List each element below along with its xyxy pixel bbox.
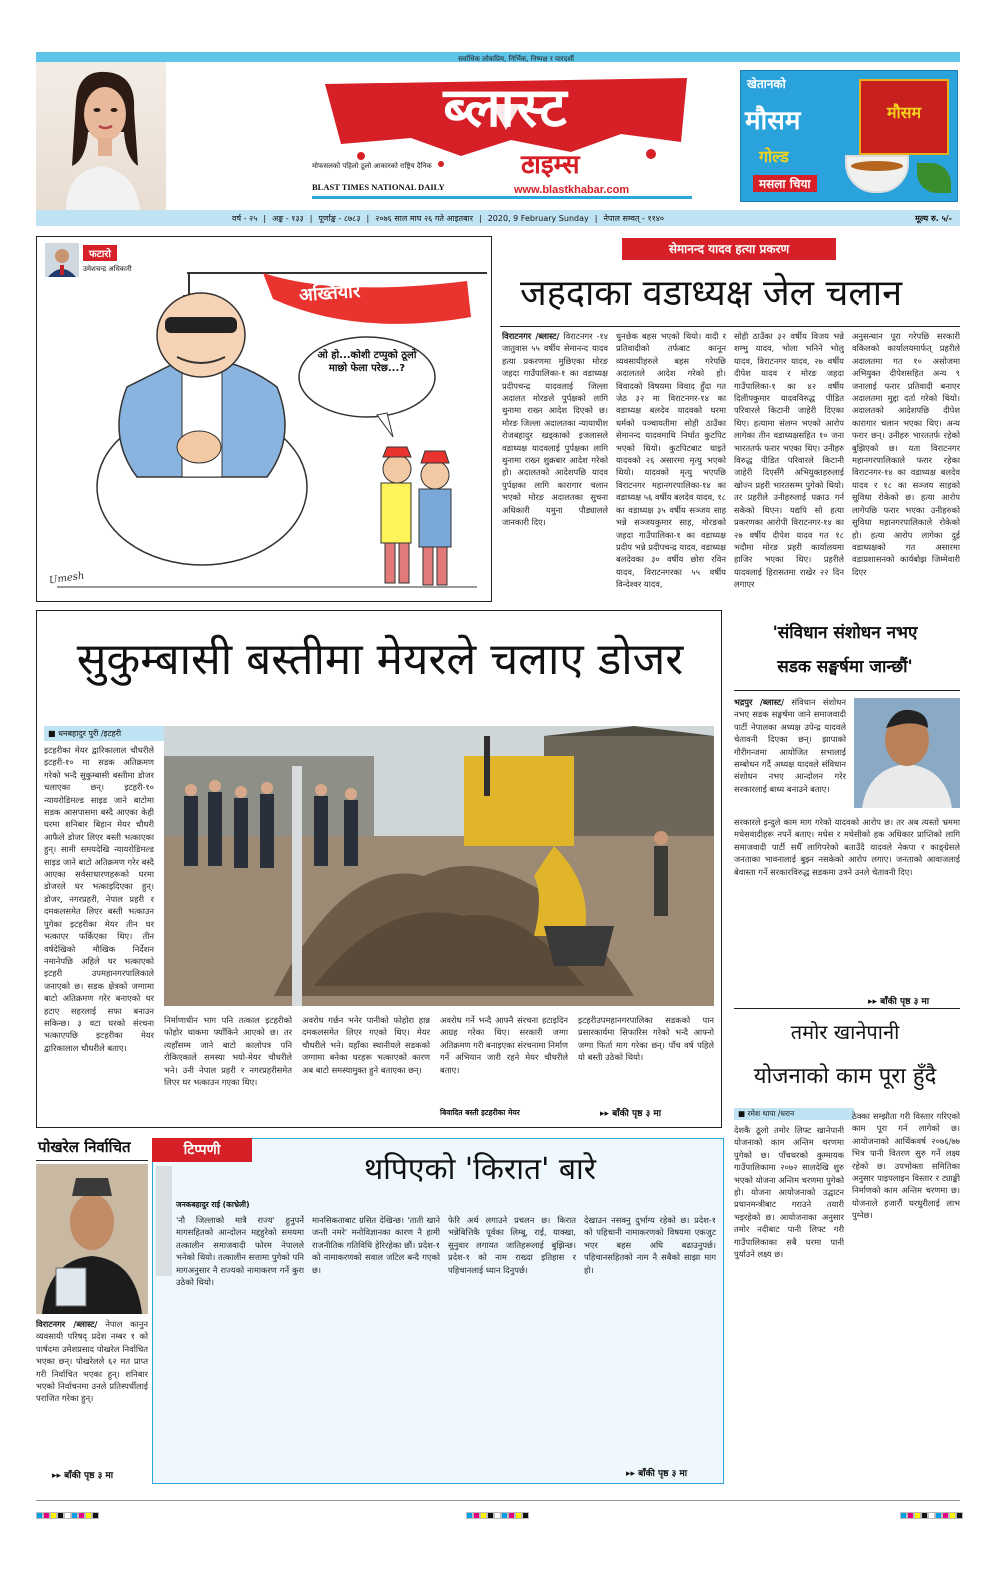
story6-col2-text: मानसिकताबाट ग्रसित देखिन्छ। 'ताती खाने जन्ती नमरे' मनोविज्ञानका कारण नै हामी राजनीतिक गतिविधि हेरिरहेका छौं। प्रदेश-१ को नामाकरणको सवाल जटिल बन्दै गएको छ। [312, 1215, 440, 1275]
byline-bullet-icon: ■ [48, 729, 59, 738]
story4-byline-text: रमेश थापा /धरान [747, 1109, 795, 1118]
story5-headline: पोखरेल निर्वाचित [38, 1138, 131, 1156]
story2-under1-text: निर्माणाधीन भाग पनि तत्काल इटहरीको फोहोर थाकमा फ्याँकिने आएको छ। तर त्यहाँसम्म जाने बाटो कालोपत्र पनि रोकिएकाले समस्या भयो-मेयर चौधरीले भने। उनी नेपाल प्रहरी र नगरप्रहरीसमेत लिएर घर भत्काउन गएका थिए। [164, 1015, 292, 1088]
story2-under2 [302, 1014, 430, 1118]
story5-text-body: नेपाल कानुन व्यवसायी परिषद् प्रदेश नम्बर १ को पार्षदमा उमेशप्रसाद पोखरेल निर्वाचित भएका छन्। पोखरेलले ६२ मत प्राप्त गरी निर्वाचित भएका हुन्। शनिबार भएको निर्वाचनमा उनले प्रतिस्पर्धीलाई पराजित गरेका हुन्। [36, 1319, 148, 1404]
ad-tag: मसला चिया [753, 175, 817, 192]
story6-col3-text: फेरि अर्थ लगाउने प्रचलन छ। किरात भन्नेबित्तिकै पूर्वका लिम्बू, राई, याक्खा, सुनुवार लगायत जातिहरूलाई बुझिन्छ। प्रदेश-१ को नाम राख्दा इतिहास र पहिचानलाई ध्यान दिनुपर्छ। [448, 1215, 576, 1275]
info-nepal-sambat: नेपाल सम्वत् - ११४० [603, 213, 665, 223]
tea-cup-image [845, 155, 909, 193]
info-issue: अङ्क - १३३ [272, 213, 304, 223]
ad-product: मौसम [745, 106, 801, 136]
story1-kicker: सेमानन्द यादव हत्या प्रकरण [622, 238, 836, 260]
byline-bullet-icon: ■ [738, 1109, 748, 1118]
info-year: वर्ष - २५ [232, 213, 258, 223]
story2-under4-text: इटहरीउपमहानगरपालिका सडकको पान प्रसारकार्यमा सिफारिस गरेको भन्दै आफ्नो जग्गा फिर्ता माग गरेका छन्। पाँच वर्ष पहिले यो बस्ती उठेको थियो। [578, 1015, 714, 1063]
story2-under3-text: अवरोध गर्ने भन्दै आफ्नै संरचना हटाइदिन आग्रह गरेका थिए। सरकारी जग्गा अतिक्रमण गरी बनाइएका संरचनामा निर्माण गर्ने अभियान जारी रहने मेयर चौधरीले बताए। [440, 1015, 568, 1075]
registration-swatch [92, 1512, 99, 1519]
cartoon-banner: अख्तियार [298, 280, 361, 307]
cartoon-speech: ओ हो...कोशी टप्पुको ठूलो माछो फेला परेछ...? [317, 350, 417, 374]
story3-photo [854, 698, 960, 808]
story6-col1 [176, 1214, 304, 1476]
registration-swatch [71, 1512, 78, 1519]
story1-col4 [852, 330, 960, 602]
story1-col4-text: अनुसन्धान पूरा गरेपछि सरकारी वकिलको कार्यालयमार्फत् प्रहरीले अदालतमा गत १० असोजमा अभियुक्त दीपेशसहित अन्य ९ जनालाई फरार प्रतिवादी बनाएर अदालतमा मुद्दा दर्ता गरेको थियो। अदालतको आदेशपछि दीपेश कारागार चलान भएका थिए। अन्य फरार छन्। उनीहरु भारततर्फ रहेको बुझिएको छ। यता विराटनगर महानगरपालिकाले फरार रहेका विराटनगर-१४ का वडाध्यक्ष बलदेव यादव र १८ का सञ्जय साहको सुविधा रोकेको छ। हत्या आरोप लागेपछि फरार भएका उनीहरुको सुविधा महानगरपालिकाले रोकेको हो। हत्या आरोप लागेका दुई वडाध्यक्षको गत असारमा वडाप्रशासनको कार्यबोझ जिम्मेवारी दिएर [852, 331, 960, 577]
cartoon-artist: उमेशचन्द्र अधिकारी [83, 265, 132, 273]
story2-more-text: बाँकी पृष्ठ ३ मा [612, 1109, 662, 1119]
registration-bar-right [900, 1512, 963, 1519]
story4-byline [734, 1108, 854, 1120]
story4-headline-line1: तमोर खानेपानी [790, 1020, 900, 1044]
masthead-logo [321, 64, 691, 172]
masthead-bottom-rule [312, 196, 692, 199]
story5-more-link[interactable] [52, 1468, 113, 1481]
registration-swatch [43, 1512, 50, 1519]
registration-swatch [50, 1512, 57, 1519]
registration-swatch [473, 1512, 480, 1519]
masthead-subtitle: टाइम्स [521, 150, 580, 180]
registration-bar-left [36, 1512, 99, 1519]
registration-swatch [921, 1512, 928, 1519]
story3-rule [734, 690, 960, 691]
story3-headline-line1: 'संविधान संशोधन नभए [772, 623, 918, 643]
story4-text2-body: ठेक्का सम्झौता गरी विस्तार गरिएको काम पूरा गर्न लागेको छ। आयोजनाको आर्थिकवर्ष २०७६/७७ भित्र पानी वितरण सुरु गर्ने लक्ष्य रहेको छ। उपभोक्ता समितिका अनुसार पाइपलाइन विस्तार र ट्याङ्की निर्माणको काम अन्तिम चरणमा छ। योजनाले हजारौं घरधुरीलाई लाभ पुग्नेछ। [852, 1111, 960, 1221]
story6-byline: जनकबहादुर राई (काभ्रेली) [176, 1200, 250, 1209]
tea-pack-image [859, 79, 949, 155]
story5-photo [36, 1164, 148, 1314]
masthead-tagline: मोफसलको पहिलो ठूलो आकारको राष्ट्रिय दैनिक [312, 162, 432, 170]
registration-swatch [900, 1512, 907, 1519]
ad-variant: गोल्ड [759, 147, 789, 166]
registration-swatch [85, 1512, 92, 1519]
story3-more-link[interactable] [868, 994, 929, 1007]
story1-col3-text: सोही ठाउँका ३२ वर्षीय विजय भन्ने शम्भु यादव, भोला भनिने भोलु यादव, विराटनगर यादव, २७ वर्षीय दीपेश यादव र मोरङ जहदा गाउँपालिका-१ का ४२ वर्षीय दिलीपकुमार यादवविरुद्ध पीडित परिवारले किटानी जाहेरी दिएका थिए। हत्यामा संलग्न भएको आरोप लागेका तीन वडाध्यक्षसहित १० जना भारततर्फ फरार भएका थिए। उनीहरु विरुद्ध पीडित परिवारले किटानी जाहेरी दिएसँगै अभियुक्तहरुलाई खोज्न प्रहरी भारतसम्म पुगेको थियो। तर प्रहरीले उनीहरुलाई पक्राउ गर्न सकेको थिएन। यद्यपि सो हत्या प्रकरणका आरोपी विराटनगर-१४ का २७ वर्षीय दीपेश यादव गत १८ भदौमा मोरङ प्रहरी कार्यालयमा हाजिर भएका थिए। प्रहरीले यादवलाई हिरासतमा राखेर २२ दिन लगाएर [734, 331, 844, 590]
story1-col3 [734, 330, 844, 602]
arrow-icon: ▸▸ [868, 997, 881, 1007]
story3-text2 [734, 816, 960, 992]
story2-more-link[interactable] [600, 1106, 661, 1119]
story2-left-col-text: इटहरीका मेयर द्वारिकालाल चौधरीले इटहरी-१० मा सडक अतिक्रमण गरेको भन्दै सुकुम्बासी बस्तीमा डोजर चलाएका छन्। इटहरी-१० न्यायरोडिमल्ड साइड जाने बाटोमा सडक आसपासमा बस्दै आएका केही घरमा शनिबार बिहान मेयर चौधरी आफैले डोजर लिएर बस्ती भत्काएका हुन्। सामी समयदेखि न्यायरोडिमल्ड साइड जाने बाटो अतिक्रमण गरेर बस्दै आएका सर्वसाधारणहरूको घरमा डोजरले घर भत्काइदिएका हुन्। डोजर, नगरप्रहरी, नेपाल प्रहरी र दमकलसमेत लिएर बस्ती भत्काउन पुगेका इटहरीका मेयर तीन घर भत्काएर फर्किएका थिए। तीन वर्षदेखिको मौखिक निर्देशन नमानेपछि अहिले घर भत्काएको इटहरी उपमहानगरपालिकाले जनाएको छ। सडक क्षेत्रको जग्गामा बाटो अतिक्रमण गरेर बनाएको घर हटाए सहरलाई सफा बनाउन सकिन्छ। ३ वटा घरको संरचना भत्काएपछि इटहरीका मेयर द्वारिकालाल चौधरीले बताए। [44, 745, 154, 1053]
story1-col1-text: विराटनगर -१४ जातुवास ५५ वर्षीय सेमानन्द यादव हत्या प्रकरणमा मुछिएका मोरङ जहदा गाउँपालिका-१ का वडाध्यक्ष प्रदीपचन्द्र यादवलाई जिल्ला अदालत मोरङले पुर्पक्षको लागि थुनामा राख्न आदेश दिएको छ। मोरङ जिल्ला अदालतका न्यायाधीश रोजबहादुर खड्काको इजलासले वडाध्यक्ष यादवलाई पुर्पक्षका लागि थुनामा राख्न शुक्रबार आदेश गरेको हो। अदालतको आदेशपछि यादव पुर्पक्षका लागि कारागार चलान भएको मोरङ अदालतका सुचना अधिकारी यमुना पौड्यालले जानकारी दिए। [502, 331, 608, 528]
story2-caption: बिवादित बस्ती इटहरीका मेयर [440, 1108, 520, 1117]
story1-col1 [502, 330, 608, 602]
story6-more-text: बाँकी पृष्ठ ३ मा [638, 1469, 688, 1479]
story1-col2-text: धुनछेक बहस भएको थियो। वादी र प्रतिवादीको तर्फबाट कानून व्यवसायीहरुले बहस गरेपछि अदालतले आदेश गरेको हो। विवादको विषयमा विवाद हुँदा गत जेठ ३२ मा विराटनगर-१४ का वडाध्यक्ष बलदेव यादवको घरमा धर्मको पञ्चायतीमा सोही ठाउँका सेमानन्द यादवमाथि निर्घात कुटपिट भएको थियो। कुटपिटबाट घाइते यादवको २६ असारमा मृत्यु भएको थियो। यादवको मृत्यु भएपछि विराटनगर महानगरपालिका-१४ का वडाध्यक्ष ५६ वर्षीय बलदेव यादव, १८ का वडाध्यक्ष ३५ वर्षीय सञ्जय साह भन्ने सञ्जयकुमार साह, मोरङको जहदा गाउँपालिका-१ का वडाध्यक्ष प्रदीप भन्ने प्रदीपचन्द्र यादव, वडाध्यक्ष बलदेवका ३० वर्षीय छोरा रविन यादव, विराटनगरका ५५ वर्षीय विन्देश्वर यादव, [616, 331, 726, 590]
arrow-icon: ▸▸ [52, 1471, 65, 1481]
registration-swatch [494, 1512, 501, 1519]
story6-col2 [312, 1214, 440, 1476]
story3-text1 [734, 696, 846, 812]
registration-swatch [515, 1512, 522, 1519]
leaf-icon [917, 163, 951, 193]
story2-left-col [44, 744, 154, 1116]
author-photo [156, 1166, 172, 1276]
story3-text1-body: संविधान संशोधन नभए सडक सङ्घर्षमा जाने समाजवादी पार्टी नेपालका अध्यक्ष उपेन्द्र यादवले चेतावनी दिएका छन्। झापाको गौरीगन्जमा आयोजित सभालाई सम्बोधन गर्दै अध्यक्ष यादवले संविधान संशोधन नभए आन्दोलन गरेर सरकारलाई बाध्य बनाउने बताए। [734, 697, 846, 794]
registration-swatch [949, 1512, 956, 1519]
model-photo [36, 62, 166, 210]
story6-col4 [584, 1214, 716, 1462]
page-bottom-rule [36, 1500, 960, 1501]
story6-more-link[interactable] [626, 1466, 687, 1479]
cartoon-box [36, 236, 492, 602]
story5-text [36, 1318, 148, 1466]
story4-text1-body: देशकै ठूलो तमोर लिफ्ट खानेपानी योजनाको काम अन्तिम चरणमा पुगेको छ। पाँचथरको कुम्मायक गाउँपालिकामा २०७२ सालदेखि शुरु भएको योजना अन्तिम चरणमा पुगेको हो। योजना आयोजनाको उद्घाटन प्रधानमन्त्रीबाट गराउने तयारी भइरहेको छ। आयोजनाका अनुसार तमोर नदीबाट पानी लिफ्ट गरी गाउँपालिकाका सबै घरमा पानी पुर्याउने लक्ष्य छ। [734, 1125, 844, 1260]
story3-headline-line2: सडक सङ्घर्षमा जान्छौं' [777, 657, 913, 677]
story6-label: टिप्पणी [152, 1138, 252, 1162]
story1-col2 [616, 330, 726, 602]
story4-text2 [852, 1110, 960, 1522]
arrow-icon: ▸▸ [626, 1469, 639, 1479]
registration-swatch [956, 1512, 963, 1519]
story2-photo [164, 726, 714, 1006]
story1-dateline: विराटनगर /ब्लास्ट/ [502, 331, 560, 341]
tea-advertisement[interactable] [740, 70, 958, 202]
story3-text2-body: सरकारले इन्दुले काम माग गरेको यादवको आरोप छ। तर अब त्यस्तो भ्रममा मधेसवादीहरू नपर्ने बताए। मधेस र मधेसीको हक अधिकार प्राप्तिको लागि समाजवादी पार्टी सधैँ लागिपरेको बताउँदै यादवले नेकपा र काङ्ग्रेसले जनताका भावनालाई बुझ्न नसकेको आरोप लगाए। जनताको आवाजलाई बेवास्ता गर्ने सरकारविरुद्ध सडकमा उत्रने उनले चेतावनी दिए। [734, 817, 960, 877]
story3-more-text: बाँकी पृष्ठ ३ मा [880, 997, 930, 1007]
masthead [36, 52, 960, 210]
info-date-np: २०७६ साल माघ २६ गते आइतबार [375, 213, 474, 223]
story2-headline: सुकुम्बासी बस्तीमा मेयरले चलाए डोजर [76, 634, 684, 685]
registration-swatch [64, 1512, 71, 1519]
registration-swatch [501, 1512, 508, 1519]
registration-swatch [508, 1512, 515, 1519]
cartoon-label: फटारो [83, 245, 117, 261]
story3-bottom-rule [734, 1008, 960, 1009]
arrow-icon: ▸▸ [600, 1109, 613, 1119]
website-link[interactable]: www.blastkhabar.com [514, 184, 630, 196]
registration-bar-center [466, 1512, 529, 1519]
cartoon-signature: Umesh [48, 570, 85, 587]
story5-more-text: बाँकी पृष्ठ ३ मा [64, 1471, 114, 1481]
registration-swatch [78, 1512, 85, 1519]
masthead-english: BLAST TIMES NATIONAL DAILY [312, 182, 445, 192]
registration-swatch [487, 1512, 494, 1519]
story2-under4 [578, 1014, 714, 1106]
registration-swatch [942, 1512, 949, 1519]
info-price: मूल्य रु. ५/- [915, 213, 952, 223]
registration-swatch [480, 1512, 487, 1519]
registration-swatch [36, 1512, 43, 1519]
story2-under2-text: अवरोध गर्छन भनेर पानीको फोहोरा हान्न दमकलसमेत लिएर गएको थिए। मेयर चौधरीले भने। यहाँका स्थानीयले सडकको जग्गामा बनेका घरहरू भत्काएको कारण अब बाटो समस्यामुक्त हुने बताएका छन्। [302, 1015, 430, 1075]
masthead-tagline-top: सर्वाधिक लोकप्रिय, निर्भिक, निष्पक्ष र पारदर्शी [458, 55, 574, 63]
story2-under3 [440, 1014, 568, 1106]
story6-col4-text: देखाउन नसक्नु दुर्भाग्य रहेको छ। प्रदेश-१ को पहिचानी नामाकरणको विषयमा एकजुट भएर बहस अघि बढाउनुपर्छ। पहिचानसहितको नाम नै सबैको साझा माग हो। [584, 1215, 716, 1275]
registration-swatch [928, 1512, 935, 1519]
story4-text1 [734, 1124, 844, 1522]
registration-swatch [466, 1512, 473, 1519]
story6-col1-text: 'नौ जिल्लाको मात्रै राज्य' हुनुपर्ने मागसहितको आन्दोलन मद्दहुरेको समयमा तत्कालीन समाजवादी फोरम नेपालले भनेको थियो। तत्कालीन सत्तामा पुगेको पनि मागअनुसार नै राज्यको नामाकरण गर्ने कुरा उठेको थियो। [176, 1215, 304, 1288]
story2-byline-text: धनबहादुर पुरी /इटहरी [58, 729, 122, 738]
story5-rule [36, 1160, 148, 1161]
story3-dateline: भद्रपुर /ब्लास्ट/ [734, 697, 785, 707]
registration-swatch [57, 1512, 64, 1519]
cartoon-illustration [37, 237, 493, 603]
story1-headline: जहदाका वडाध्यक्ष जेल चलान [520, 273, 903, 314]
masthead-title: ब्लास्ट [443, 76, 569, 139]
story6-headline: थपिएको 'किरात' बारे [363, 1152, 597, 1187]
ad-pack-label: मौसम [886, 103, 922, 122]
registration-swatch [522, 1512, 529, 1519]
registration-swatch [914, 1512, 921, 1519]
story5-dateline: विराटनगर /ब्लास्ट/ [36, 1319, 98, 1329]
ad-brand: खेतानको [747, 77, 786, 91]
story2-under1 [164, 1014, 292, 1118]
registration-swatch [907, 1512, 914, 1519]
info-total: पूर्णाङ्क - ८७८३ [318, 213, 361, 223]
story6-col3 [448, 1214, 576, 1476]
info-date-en: 2020, 9 February Sunday [487, 213, 589, 223]
registration-swatch [935, 1512, 942, 1519]
story1-rule [500, 326, 960, 327]
info-bar: वर्ष - २५ | अङ्क - १३३ | पूर्णाङ्क - ८७८३ | २०७६ साल माघ २६ गते आइतबार | 2020, 9 February Sunday | नेपाल सम्वत् - ११४० मूल्य रु. ५/- [36, 210, 960, 226]
story4-headline-line2: योजनाको काम पूरा हुँदै [753, 1064, 937, 1089]
